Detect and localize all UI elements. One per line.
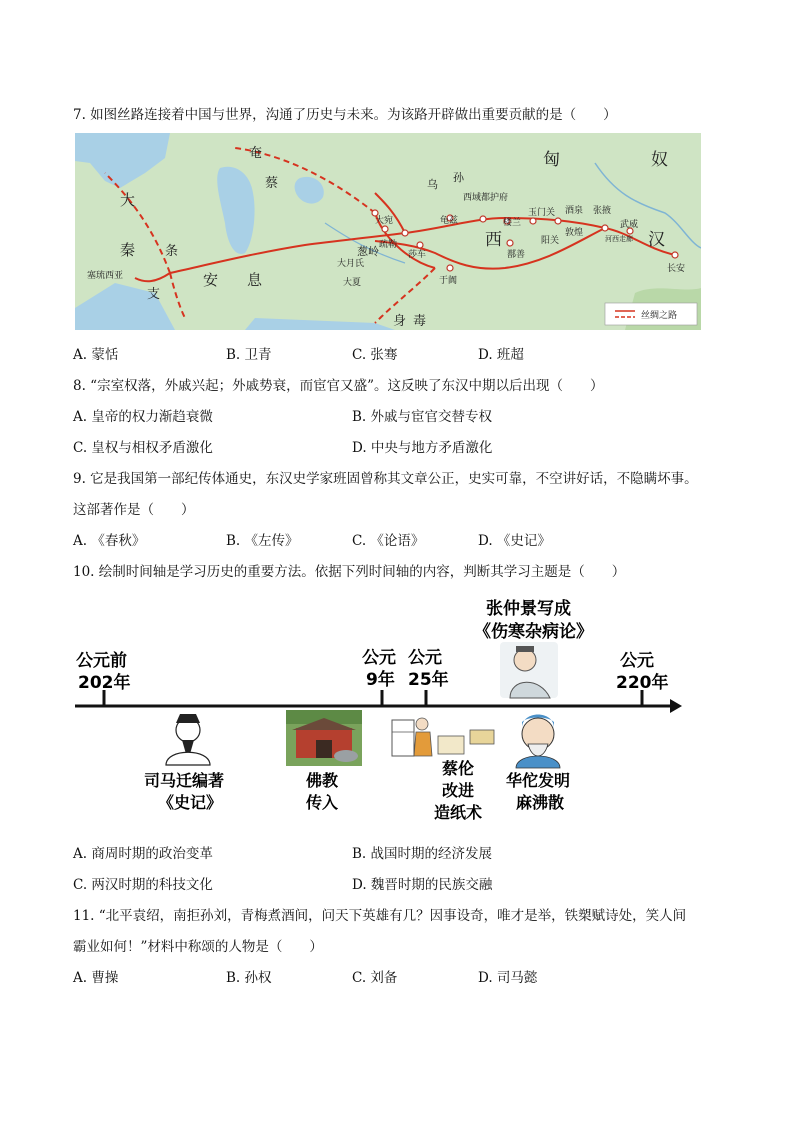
svg-text:张掖: 张掖 [593,206,612,216]
q9-stem-line2: 这部著作是（ ） [73,502,195,518]
q7-option-a[interactable]: A. 蒙恬 [73,347,119,363]
svg-text:蔡: 蔡 [265,176,279,191]
q9-option-a[interactable]: A. 《春秋》 [73,533,146,549]
q10-option-d[interactable]: D. 魏晋时期的民族交融 [352,877,493,893]
svg-text:鄯善: 鄯善 [507,250,526,260]
cailun-caption-line1: 蔡伦 [442,759,475,778]
q8-option-c[interactable]: C. 皇权与相权矛盾激化 [73,440,213,456]
sima-caption-line1: 司马迁编著 [144,771,225,790]
q10-option-b[interactable]: B. 战国时期的经济发展 [352,846,493,862]
history-timeline [70,590,690,830]
tick-25ad-line1: 公元 [408,648,442,668]
q7-stem: 7. 如图丝路连接着中国与世界，沟通了历史与未来。为该路开辟做出重要贡献的是（ ） [73,107,617,123]
svg-text:疏勒: 疏勒 [379,240,398,250]
svg-text:河西走廊: 河西走廊 [605,235,633,243]
svg-text:于阗: 于阗 [439,276,458,286]
zhang-caption-line1: 张仲景写成 [486,599,571,619]
map-label-anxi: 安 [203,271,219,289]
zhang-caption-line2: 《伤寒杂病论》 [474,622,593,642]
svg-text:丝绸之路: 丝绸之路 [641,311,678,321]
svg-text:长安: 长安 [667,264,686,274]
map-label-sailuxiya: 塞琉西亚 [87,271,124,281]
q10-option-a[interactable]: A. 商周时期的政治变革 [73,846,213,862]
q8-option-b[interactable]: B. 外戚与宦官交替专权 [352,409,493,425]
svg-text:汉: 汉 [648,230,665,250]
svg-text:秦: 秦 [120,241,136,259]
svg-text:武威: 武威 [620,220,639,230]
cai-lun-papermaking-figure [392,718,494,756]
map-label-yancai: 奄 [249,146,263,161]
silk-road-map [75,133,701,330]
q8-stem: 8. “宗室权落，外戚兴起；外戚势衰，而宦官又盛”。这反映了东汉中期以后出现（ ） [73,378,604,394]
svg-text:酒泉: 酒泉 [565,206,584,216]
q7-option-b[interactable]: B. 卫青 [226,347,272,363]
svg-text:龟兹: 龟兹 [440,216,459,226]
svg-text:莎车: 莎车 [408,250,427,260]
svg-text:敦煌: 敦煌 [565,228,584,238]
q8-option-d[interactable]: D. 中央与地方矛盾激化 [352,440,493,456]
q11-option-b[interactable]: B. 孙权 [226,970,272,986]
svg-text:葱岭: 葱岭 [357,245,379,258]
q10-stem: 10. 绘制时间轴是学习历史的重要方法。依据下列时间轴的内容，判断其学习主题是（ ） [73,564,626,580]
map-label-daqin: 大 [120,191,136,209]
q10-option-c[interactable]: C. 两汉时期的科技文化 [73,877,213,893]
q9-option-d[interactable]: D. 《史记》 [478,533,551,549]
q8-option-a[interactable]: A. 皇帝的权力渐趋衰微 [73,409,213,425]
svg-text:支: 支 [147,287,161,302]
q11-option-c[interactable]: C. 刘备 [352,970,398,986]
svg-text:大宛: 大宛 [375,216,394,226]
svg-text:息: 息 [247,271,263,289]
tick-202bc-line1: 公元前 [76,651,127,671]
fojiao-caption-line1: 佛教 [306,771,339,790]
svg-text:玉门关: 玉门关 [528,208,556,218]
map-label-xiongnu: 匈 [543,150,560,170]
svg-text:身: 身 [393,314,407,329]
zhang-zhongjing-figure [500,642,558,698]
svg-text:乌: 乌 [427,178,438,191]
map-label-tiaozhi: 条 [165,244,179,259]
cailun-caption-line2: 改进 [442,781,475,800]
q7-option-d[interactable]: D. 班超 [478,347,524,363]
q9-stem-line1: 9. 它是我国第一部纪传体通史，东汉史学家班固曾称其文章公正，史实可靠，不空讲好话，不隐瞒坏事。 [73,471,698,487]
tick-220ad-line1: 公元 [620,651,654,671]
svg-text:西: 西 [485,230,502,250]
svg-text:奴: 奴 [651,150,668,170]
svg-text:孙: 孙 [453,171,464,184]
fojiao-caption-line2: 传入 [306,793,339,812]
tick-220ad-line2: 220年 [616,673,669,693]
tick-202bc-line2: 202年 [78,673,131,693]
sima-qian-figure [166,714,210,765]
svg-text:大夏: 大夏 [343,278,362,288]
svg-text:西域都护府: 西域都护府 [463,193,509,203]
q7-option-c[interactable]: C. 张骞 [352,347,398,363]
svg-text:毒: 毒 [413,314,427,329]
svg-text:大月氏: 大月氏 [337,259,365,269]
hua-tuo-figure [516,715,560,769]
timeline-arrow [670,699,682,713]
q11-option-a[interactable]: A. 曹操 [73,970,119,986]
svg-text:楼兰: 楼兰 [503,218,522,228]
huatuo-caption-line1: 华佗发明 [506,771,571,790]
q11-option-d[interactable]: D. 司马懿 [478,970,538,986]
tick-25ad-line2: 25年 [408,670,449,690]
q11-stem-line1: 11. “北平袁绍，南拒孙刘，青梅煮酒间，问天下英雄有几？因事设奇，唯才是举，铁槊赋诗处，笑人间 [73,908,687,924]
q9-option-b[interactable]: B. 《左传》 [226,533,299,549]
huatuo-caption-line2: 麻沸散 [516,793,565,812]
q11-stem-line2: 霸业如何！”材料中称颂的人物是（ ） [73,939,323,955]
q9-option-c[interactable]: C. 《论语》 [352,533,425,549]
tick-9ad-line2: 9年 [366,670,395,690]
tick-9ad-line1: 公元 [362,648,396,668]
white-horse-temple-image [286,710,362,766]
sima-caption-line2: 《史记》 [158,793,223,812]
cailun-caption-line3: 造纸术 [434,803,483,822]
svg-text:阳关: 阳关 [541,236,560,246]
